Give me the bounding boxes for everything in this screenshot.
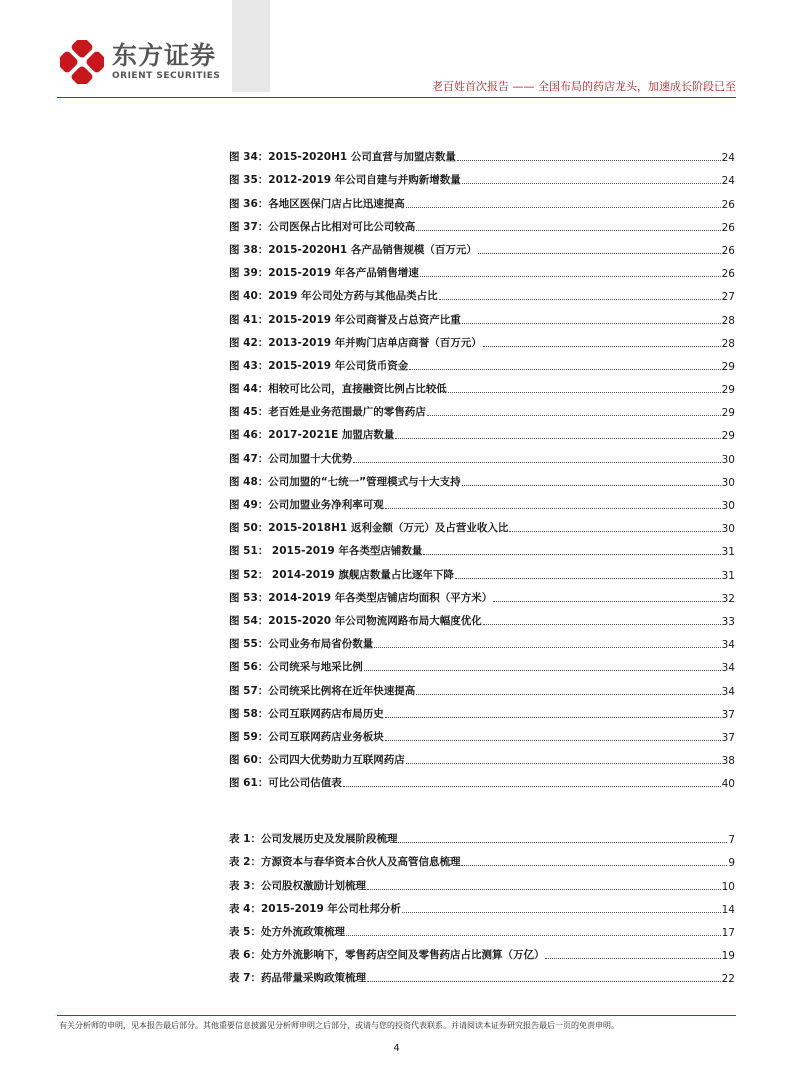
footer-disclaimer: 有关分析师的申明，见本报告最后部分。其他重要信息披露见分析师申明之后部分，或请与您的投资代表联系。并请阅读本证券研究报告最后一页的免责申明。 bbox=[59, 1021, 619, 1030]
leader-dots bbox=[427, 414, 721, 416]
figure-entry-page: 30 bbox=[721, 453, 735, 466]
figure-entry-label: 图 46：2017-2021E 加盟店数量 bbox=[229, 429, 395, 442]
leader-dots bbox=[406, 762, 721, 764]
table-entry[interactable] bbox=[229, 962, 735, 985]
figure-entry[interactable] bbox=[229, 164, 735, 187]
figure-entry[interactable] bbox=[229, 512, 735, 535]
figure-entry-label: 图 51： 2015-2019 年各类型店铺数量 bbox=[229, 545, 423, 558]
table-entry[interactable] bbox=[229, 823, 735, 846]
figure-entry-page: 29 bbox=[721, 430, 735, 443]
figure-entry-label: 图 45：老百姓是业务范围最广的零售药店 bbox=[229, 406, 426, 419]
leader-dots bbox=[545, 957, 720, 959]
leader-dots bbox=[343, 785, 721, 787]
figure-index bbox=[229, 141, 735, 790]
leader-dots bbox=[398, 841, 727, 843]
table-entry[interactable] bbox=[229, 893, 735, 916]
table-entry-label: 表 4：2015-2019 年公司杜邦分析 bbox=[229, 902, 401, 915]
table-entry-page: 14 bbox=[721, 903, 735, 916]
figure-entry-label: 图 42：2013-2019 年并购门店单店商誉（百万元） bbox=[229, 336, 482, 349]
figure-entry[interactable] bbox=[229, 628, 735, 651]
table-entry-page: 9 bbox=[728, 857, 735, 870]
figure-entry[interactable] bbox=[229, 280, 735, 303]
table-entry-page: 22 bbox=[721, 973, 735, 986]
figure-entry[interactable] bbox=[229, 651, 735, 674]
leader-dots bbox=[462, 322, 721, 324]
leader-dots bbox=[385, 716, 721, 718]
logo-chinese-name: 东方证券 bbox=[112, 41, 217, 70]
figure-entry-label: 图 53：2014-2019 年各类型店铺店均面积（平方米） bbox=[229, 591, 493, 604]
figure-entry-page: 37 bbox=[721, 731, 735, 744]
figure-entry[interactable] bbox=[229, 327, 735, 350]
figure-entry-page: 31 bbox=[721, 569, 735, 582]
leader-dots bbox=[385, 507, 721, 509]
figure-entry-page: 34 bbox=[721, 685, 735, 698]
figure-entry-page: 40 bbox=[721, 778, 735, 791]
table-entry-label: 表 5：处方外流政策梳理 bbox=[229, 925, 345, 938]
figure-entry[interactable] bbox=[229, 211, 735, 234]
table-entry-page: 7 bbox=[728, 834, 735, 847]
table-entry-label: 表 3：公司股权激励计划梳理 bbox=[229, 879, 366, 892]
figure-entry[interactable] bbox=[229, 674, 735, 697]
table-entry-page: 10 bbox=[721, 880, 735, 893]
figure-entry[interactable] bbox=[229, 373, 735, 396]
figure-entry-label: 图 50：2015-2018H1 返利金额（万元）及占营业收入比 bbox=[229, 522, 509, 535]
figure-entry[interactable] bbox=[229, 257, 735, 280]
figure-entry-label: 图 48：公司加盟的“七统一”管理模式与十大支持 bbox=[229, 475, 461, 488]
figure-entry[interactable] bbox=[229, 141, 735, 164]
figure-entry-page: 28 bbox=[721, 337, 735, 350]
figure-entry-label: 图 58：公司互联网药店布局历史 bbox=[229, 707, 384, 720]
figure-entry-page: 29 bbox=[721, 384, 735, 397]
figure-entry[interactable] bbox=[229, 419, 735, 442]
figure-entry[interactable] bbox=[229, 535, 735, 558]
figure-entry-page: 32 bbox=[721, 592, 735, 605]
figure-entry-page: 30 bbox=[721, 500, 735, 512]
figure-entry-label: 图 61：可比公司估值表 bbox=[229, 777, 342, 790]
report-title: 老百姓首次报告 —— 全国布局的药店龙头，加速成长阶段已至 bbox=[432, 80, 736, 93]
table-entry-page: 19 bbox=[721, 950, 735, 963]
figure-entry-label: 图 41：2015-2019 年公司商誉及占总资产比重 bbox=[229, 313, 461, 326]
figure-entry[interactable] bbox=[229, 605, 735, 628]
figure-entry-label: 图 38：2015-2020H1 各产品销售规模（百万元） bbox=[229, 243, 477, 256]
leader-dots bbox=[346, 934, 721, 936]
leader-dots bbox=[423, 553, 720, 555]
leader-dots bbox=[509, 530, 720, 532]
figure-entry[interactable] bbox=[229, 489, 735, 512]
figure-entry-page: 29 bbox=[721, 407, 735, 420]
figure-entry-page: 24 bbox=[721, 175, 735, 188]
leader-dots bbox=[461, 864, 727, 866]
figure-entry-page: 28 bbox=[721, 314, 735, 327]
figure-entry[interactable] bbox=[229, 442, 735, 465]
figure-entry-label: 图 37：公司医保占比相对可比公司较高 bbox=[229, 220, 416, 233]
figure-entry[interactable] bbox=[229, 744, 735, 767]
figure-entry-page: 24 bbox=[721, 152, 735, 165]
table-entry-label: 表 6：处方外流影响下，零售药店空间及零售药店占比测算（万亿） bbox=[229, 949, 545, 962]
leader-dots bbox=[493, 600, 720, 602]
figure-entry[interactable] bbox=[229, 234, 735, 257]
table-entry-label: 表 7：药品带量采购政策梳理 bbox=[229, 972, 366, 985]
figure-entry-label: 图 49：公司加盟业务净利率可观 bbox=[229, 499, 384, 511]
table-entry-label: 表 1：公司发展历史及发展阶段梳理 bbox=[229, 833, 398, 846]
figure-entry[interactable] bbox=[229, 396, 735, 419]
leader-dots bbox=[483, 345, 721, 347]
company-logo bbox=[60, 40, 220, 84]
leader-dots bbox=[385, 739, 721, 741]
figure-entry-page: 30 bbox=[721, 476, 735, 489]
leader-dots bbox=[478, 252, 721, 254]
leader-dots bbox=[455, 577, 721, 579]
table-entry[interactable] bbox=[229, 869, 735, 892]
footer-divider bbox=[57, 1015, 736, 1016]
figure-entry-page: 26 bbox=[721, 221, 735, 234]
figure-entry[interactable] bbox=[229, 187, 735, 210]
figure-entry-label: 图 43：2015-2019 年公司货币资金 bbox=[229, 359, 409, 372]
leader-dots bbox=[353, 461, 720, 463]
figure-entry-page: 34 bbox=[721, 639, 735, 652]
figure-entry-label: 图 40：2019 年公司处方药与其他品类占比 bbox=[229, 290, 438, 303]
leader-dots bbox=[364, 669, 721, 671]
figure-entry-page: 30 bbox=[721, 523, 735, 536]
leader-dots bbox=[420, 275, 721, 277]
figure-entry[interactable] bbox=[229, 767, 735, 790]
figure-entry-page: 29 bbox=[721, 360, 735, 373]
figure-entry[interactable] bbox=[229, 721, 735, 744]
leader-dots bbox=[367, 980, 721, 982]
leader-dots bbox=[462, 182, 721, 184]
leader-dots bbox=[367, 888, 721, 890]
figure-entry-page: 26 bbox=[721, 268, 735, 281]
figure-entry[interactable] bbox=[229, 466, 735, 489]
figure-entry-label: 图 55：公司业务布局省份数量 bbox=[229, 638, 374, 651]
table-entry[interactable] bbox=[229, 916, 735, 939]
leader-dots bbox=[416, 693, 720, 695]
figure-entry-page: 33 bbox=[721, 615, 735, 628]
table-index bbox=[229, 823, 735, 985]
leader-dots bbox=[439, 298, 721, 300]
leader-dots bbox=[483, 623, 721, 625]
header-divider bbox=[57, 97, 736, 98]
figure-entry[interactable] bbox=[229, 698, 735, 721]
figure-entry-label: 图 57：公司统采比例将在近年快速提高 bbox=[229, 684, 416, 697]
figure-entry[interactable] bbox=[229, 582, 735, 605]
leader-dots bbox=[409, 368, 720, 370]
figure-entry-label: 图 44：相较可比公司，直接融资比例占比较低 bbox=[229, 383, 447, 396]
leader-dots bbox=[416, 229, 720, 231]
orient-logo-icon bbox=[60, 40, 104, 84]
figure-entry[interactable] bbox=[229, 303, 735, 326]
figure-entry-label: 图 54：2015-2020 年公司物流网路布局大幅度优化 bbox=[229, 614, 482, 627]
leader-dots bbox=[395, 437, 720, 439]
figure-entry-page: 37 bbox=[721, 708, 735, 721]
figure-entry[interactable] bbox=[229, 350, 735, 373]
table-entry[interactable] bbox=[229, 939, 735, 962]
figure-entry-page: 34 bbox=[721, 662, 735, 675]
figure-entry-label: 图 36：各地区医保门店占比迅速提高 bbox=[229, 197, 405, 210]
figure-entry-page: 27 bbox=[721, 291, 735, 304]
figure-entry-label: 图 59：公司互联网药店业务板块 bbox=[229, 730, 384, 743]
figure-entry-page: 26 bbox=[721, 244, 735, 257]
logo-english-name: ORIENT SECURITIES bbox=[112, 71, 221, 81]
header-grey-band bbox=[232, 0, 270, 92]
figure-entry-page: 38 bbox=[721, 755, 735, 768]
leader-dots bbox=[374, 646, 720, 648]
figure-entry-label: 图 39：2015-2019 年各产品销售增速 bbox=[229, 267, 419, 280]
leader-dots bbox=[448, 391, 721, 393]
page-number: 4 bbox=[393, 1043, 400, 1054]
figure-entry[interactable] bbox=[229, 558, 735, 581]
table-entry[interactable] bbox=[229, 846, 735, 869]
figure-entry-label: 图 35：2012-2019 年公司自建与并购新增数量 bbox=[229, 174, 461, 187]
figure-entry-label: 图 34：2015-2020H1 公司直营与加盟店数量 bbox=[229, 151, 456, 164]
figure-entry-label: 图 52： 2014-2019 旗舰店数量占比逐年下降 bbox=[229, 568, 454, 581]
leader-dots bbox=[462, 484, 721, 486]
figure-entry-label: 图 56：公司统采与地采比例 bbox=[229, 661, 363, 674]
leader-dots bbox=[457, 159, 721, 161]
figure-entry-page: 31 bbox=[721, 546, 735, 559]
figure-entry-page: 26 bbox=[721, 198, 735, 211]
figure-entry-label: 图 60：公司四大优势助力互联网药店 bbox=[229, 754, 405, 767]
table-entry-label: 表 2：方源资本与春华资本合伙人及高管信息梳理 bbox=[229, 856, 461, 869]
leader-dots bbox=[402, 911, 721, 913]
table-entry-page: 17 bbox=[721, 926, 735, 939]
leader-dots bbox=[406, 206, 721, 208]
figure-entry-label: 图 47：公司加盟十大优势 bbox=[229, 452, 353, 465]
